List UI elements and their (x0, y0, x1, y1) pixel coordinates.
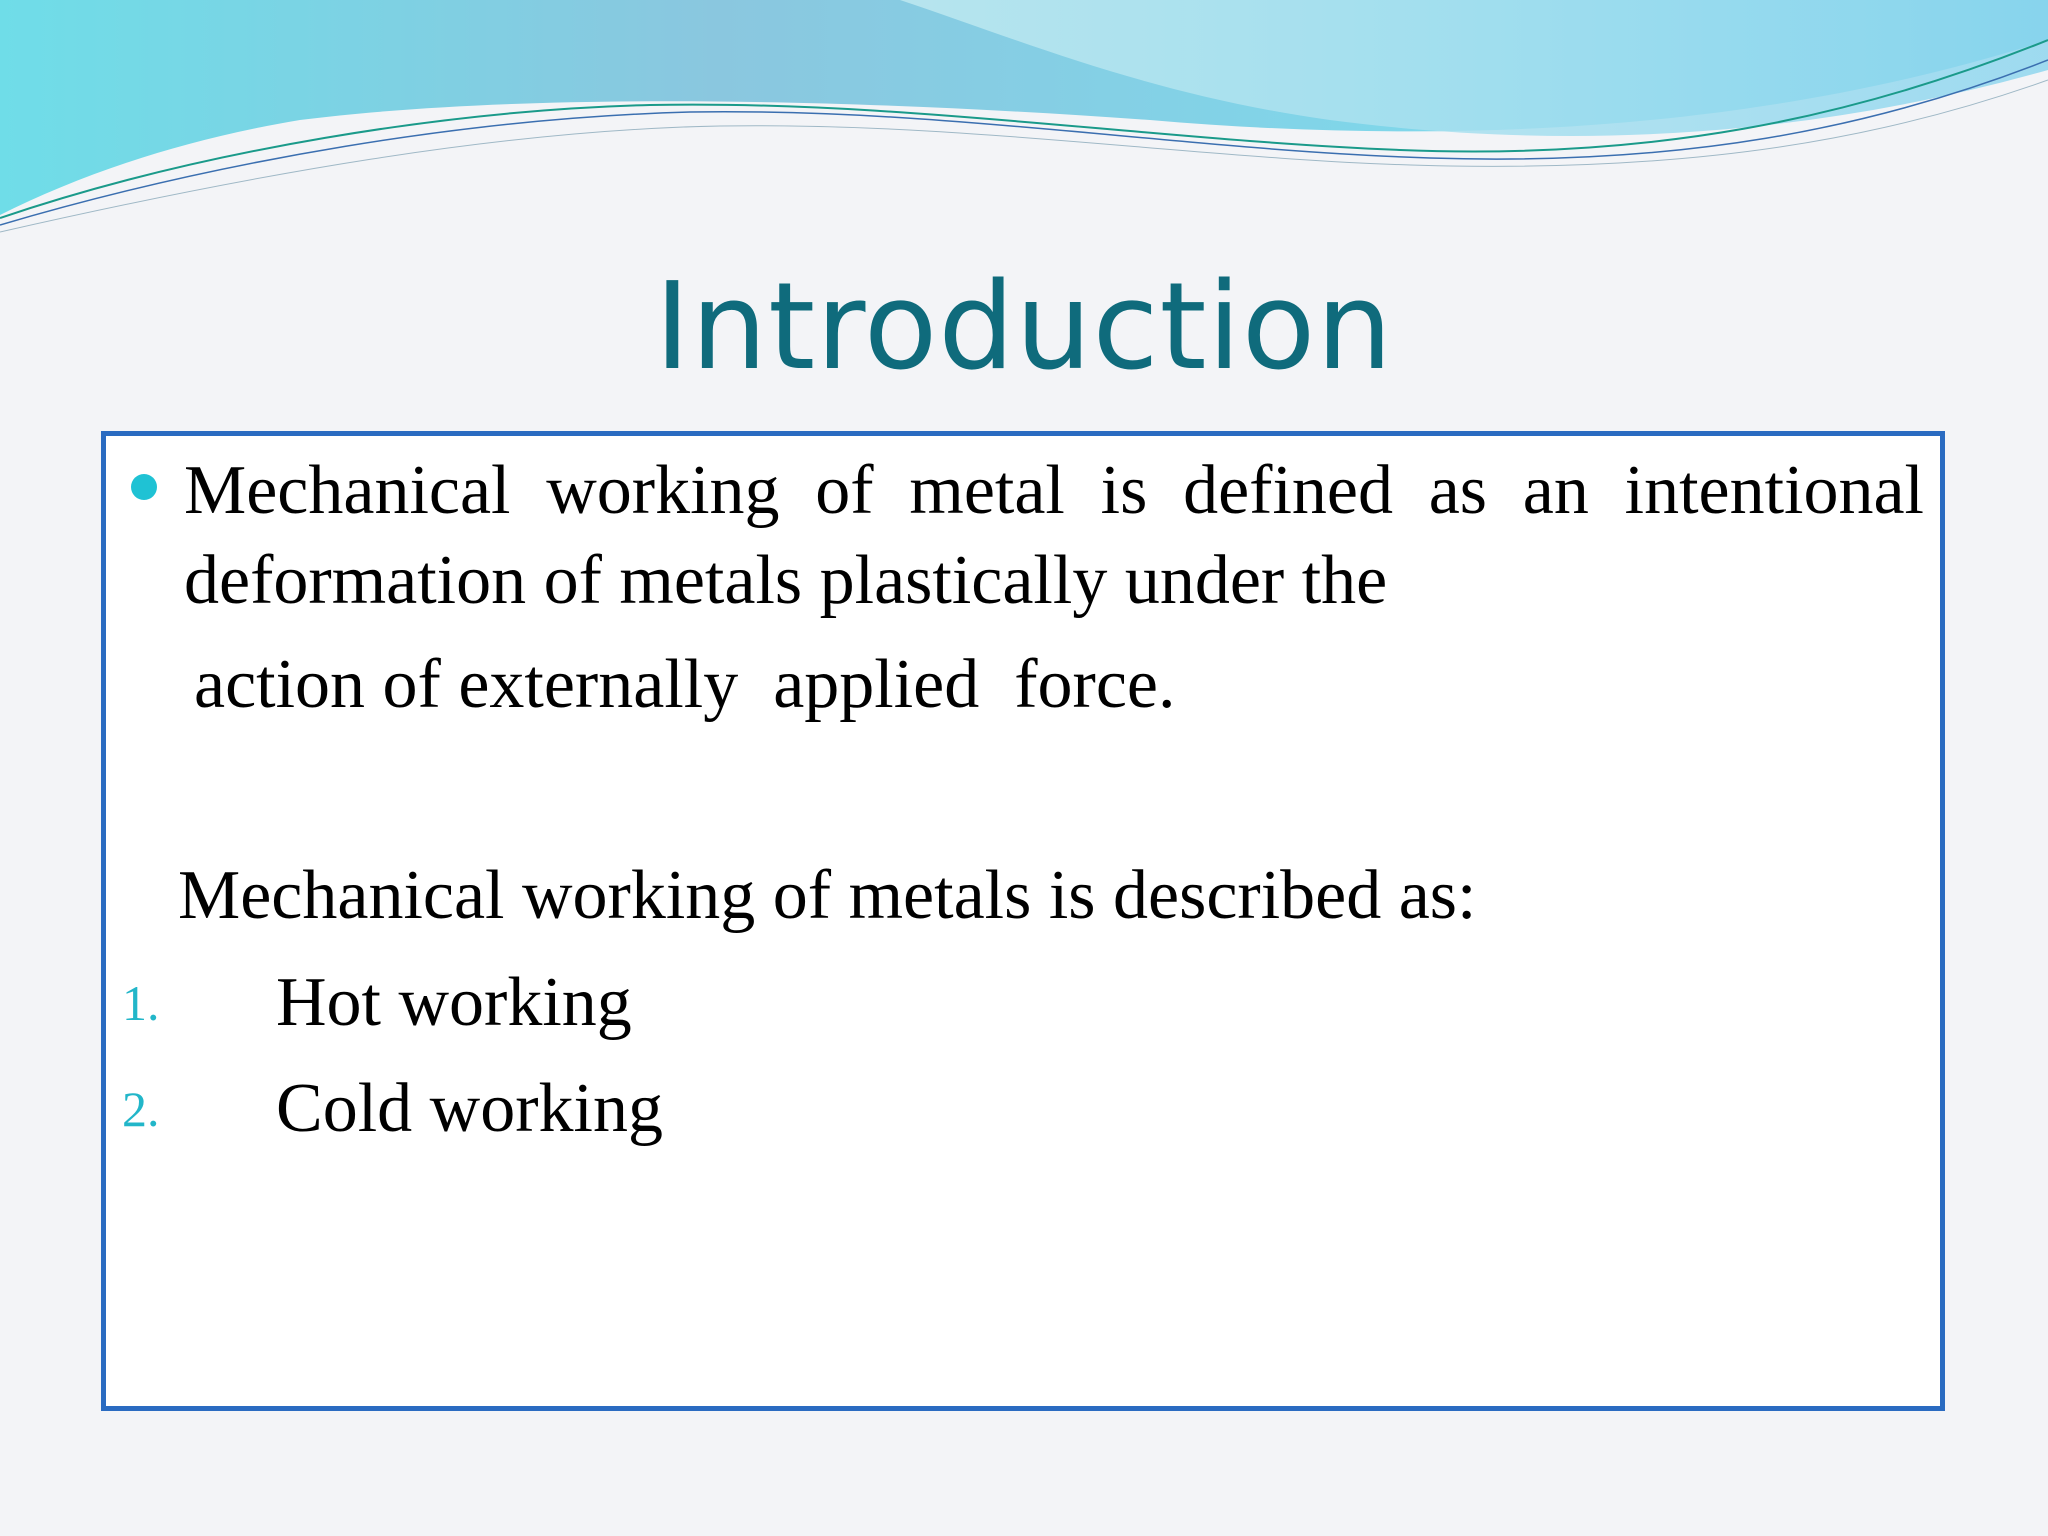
list-number: 1. (122, 975, 160, 1031)
list-item-text: Cold working (276, 1070, 663, 1147)
slide-title: Introduction (654, 258, 1394, 397)
header-wave-decoration (0, 0, 2048, 240)
description-text: Mechanical working of metals is described as: (178, 857, 1477, 934)
list-item-text: Hot working (276, 964, 632, 1041)
bullet-text-continuation: action of externally applied force. (194, 646, 1176, 723)
list-number: 2. (122, 1081, 160, 1137)
bullet-text: Mechanical working of metal is defined as an intentional deformation of metals plastically under the (184, 452, 1924, 619)
bullet-icon (131, 474, 157, 500)
